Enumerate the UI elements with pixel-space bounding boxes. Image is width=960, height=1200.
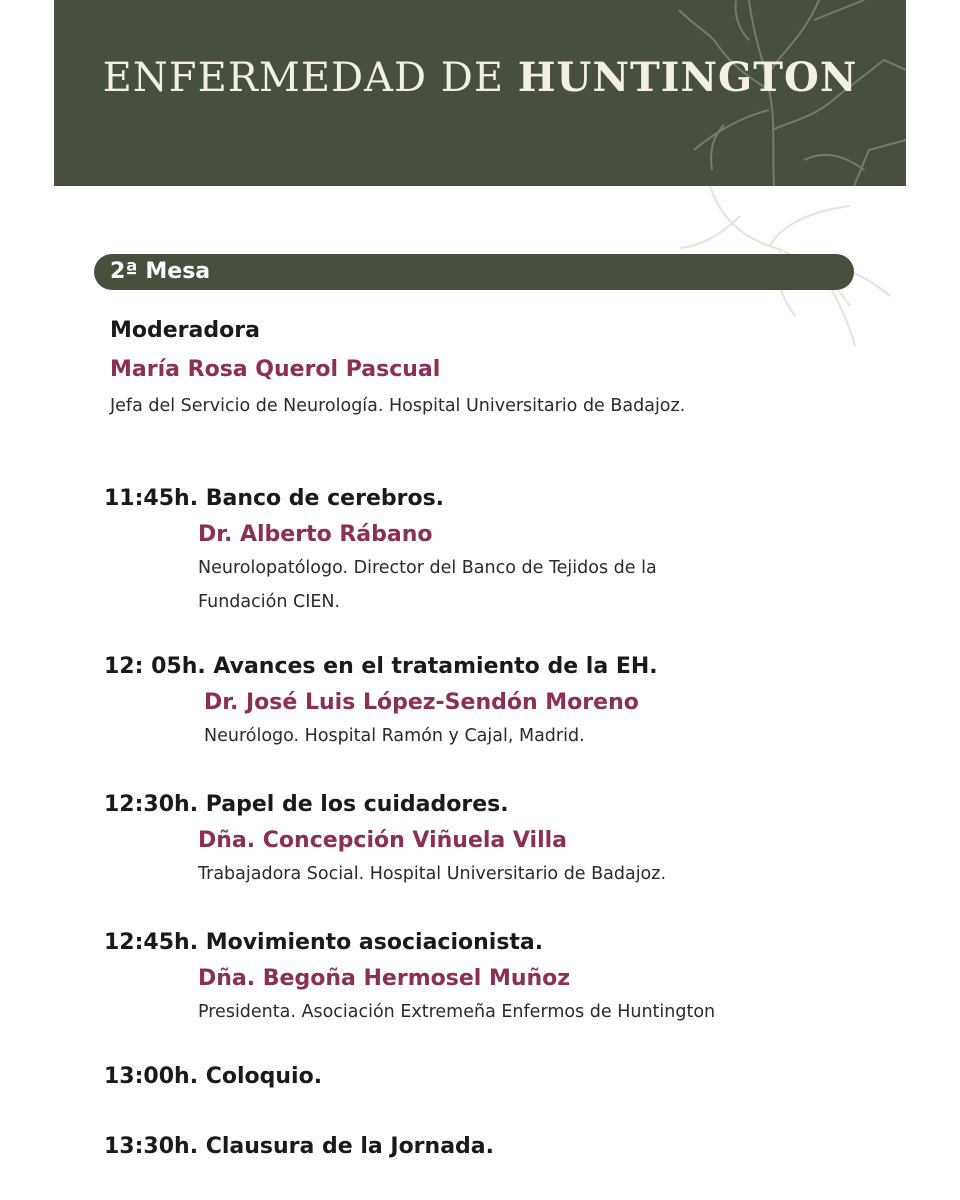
talk-2-role: Neurólogo. Hospital Ramón y Cajal, Madrid. [204, 726, 585, 746]
talk-1-title: 11:45h. Banco de cerebros. [104, 486, 445, 511]
talk-2-speaker: Dr. José Luis López-Sendón Moreno [204, 690, 639, 715]
talk-1-role-line1: Neurolopatólogo. Director del Banco de Tejidos de la [198, 558, 657, 578]
closing-ceremony: 13:30h. Clausura de la Jornada. [104, 1134, 494, 1159]
talk-3-speaker: Dña. Concepción Viñuela Villa [198, 828, 568, 853]
closing-colloquium: 13:00h. Coloquio. [104, 1064, 323, 1089]
moderator-role: Jefa del Servicio de Neurología. Hospital Universitario de Badajoz. [110, 396, 686, 416]
talk-3-role: Trabajadora Social. Hospital Universitario de Badajoz. [198, 864, 667, 884]
talk-4-role: Presidenta. Asociación Extremeña Enfermos de Huntington [198, 1002, 716, 1022]
page-title [54, 54, 906, 101]
talk-1-role-line2: Fundación CIEN. [198, 592, 341, 612]
talk-4-speaker: Dña. Begoña Hermosel Muñoz [198, 966, 571, 991]
talk-4-title: 12:45h. Movimiento asociacionista. [104, 930, 544, 955]
talk-2-title: 12: 05h. Avances en el tratamiento de la EH. [104, 654, 658, 679]
session-bar [94, 254, 854, 290]
title-part-1: ENFERMEDAD DE [102, 55, 505, 101]
moderator-name: María Rosa Querol Pascual [110, 357, 441, 382]
moderator-heading: Moderadora [110, 318, 260, 343]
title-part-2: HUNTINGTON [517, 54, 858, 101]
talk-3-title: 12:30h. Papel de los cuidadores. [104, 792, 509, 817]
session-label: 2ª Mesa [110, 259, 211, 284]
header-banner [54, 0, 906, 186]
talk-1-speaker: Dr. Alberto Rábano [198, 522, 433, 547]
